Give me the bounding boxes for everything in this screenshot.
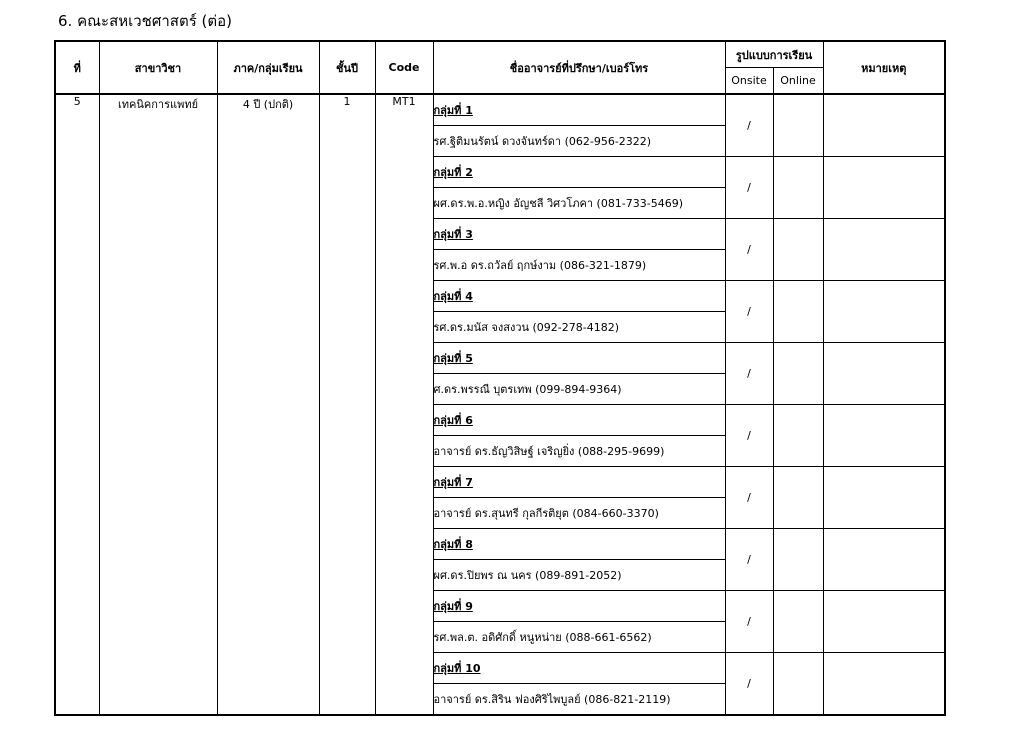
cell-code: MT1	[375, 94, 433, 715]
header-mode: รูปแบบการเรียน	[725, 41, 823, 68]
onsite-mark: /	[725, 591, 773, 653]
group-label: กลุ่มที่ 6	[433, 405, 725, 436]
page-heading: 6. คณะสหเวชศาสตร์ (ต่อ)	[58, 12, 232, 30]
onsite-mark: /	[725, 405, 773, 467]
remark-cell	[823, 529, 945, 591]
cell-program: 4 ปี (ปกติ)	[217, 94, 319, 715]
remark-cell	[823, 219, 945, 281]
onsite-mark: /	[725, 529, 773, 591]
advisor-name: รศ.พ.อ ดร.ถวัลย์ ฤกษ์งาม (086-321-1879)	[433, 250, 725, 281]
table-body	[55, 94, 945, 715]
online-mark	[773, 405, 823, 467]
header-remark: หมายเหตุ	[823, 41, 945, 94]
group-label: กลุ่มที่ 10	[433, 653, 725, 684]
advisor-name: รศ.ดร.มนัส จงสงวน (092-278-4182)	[433, 312, 725, 343]
group-label: กลุ่มที่ 3	[433, 219, 725, 250]
advisor-name: อาจารย์ ดร.สุนทรี กุลกีรติยุต (084-660-3370)	[433, 498, 725, 529]
advisor-name: ผศ.ดร.พ.อ.หญิง อัญชลี วิศวโภคา (081-733-5469)	[433, 188, 725, 219]
remark-cell	[823, 405, 945, 467]
onsite-mark: /	[725, 343, 773, 405]
online-mark	[773, 343, 823, 405]
online-mark	[773, 157, 823, 219]
advisor-name: รศ.พล.ต. อดิศักดิ์ หนูหน่าย (088-661-6562)	[433, 622, 725, 653]
remark-cell	[823, 653, 945, 716]
group-label: กลุ่มที่ 7	[433, 467, 725, 498]
header-advisor: ชื่ออาจารย์ที่ปรึกษา/เบอร์โทร	[433, 41, 725, 94]
group-label: กลุ่มที่ 1	[433, 94, 725, 126]
onsite-mark: /	[725, 219, 773, 281]
cell-no: 5	[55, 94, 99, 715]
advisor-table	[54, 40, 946, 716]
remark-cell	[823, 157, 945, 219]
cell-year: 1	[319, 94, 375, 715]
remark-cell	[823, 94, 945, 157]
advisor-name: ผศ.ดร.ปิยพร ณ นคร (089-891-2052)	[433, 560, 725, 591]
advisor-name: อาจารย์ ดร.สิริน ฟองศิริไพบูลย์ (086-821-2119)	[433, 684, 725, 716]
online-mark	[773, 653, 823, 716]
advisor-name: อาจารย์ ดร.ธัญวิสิษฐ์ เจริญยิ่ง (088-295-9699)	[433, 436, 725, 467]
remark-cell	[823, 343, 945, 405]
header-code: Code	[375, 41, 433, 94]
online-mark	[773, 467, 823, 529]
onsite-mark: /	[725, 94, 773, 157]
group-label: กลุ่มที่ 9	[433, 591, 725, 622]
online-mark	[773, 281, 823, 343]
header-online: Online	[773, 68, 823, 95]
onsite-mark: /	[725, 281, 773, 343]
cell-major: เทคนิคการแพทย์	[99, 94, 217, 715]
remark-cell	[823, 281, 945, 343]
remark-cell	[823, 591, 945, 653]
group-label: กลุ่มที่ 4	[433, 281, 725, 312]
group-label: กลุ่มที่ 5	[433, 343, 725, 374]
online-mark	[773, 529, 823, 591]
online-mark	[773, 219, 823, 281]
online-mark	[773, 94, 823, 157]
advisor-name: รศ.ฐิติมนรัตน์ ดวงจันทร์ดา (062-956-2322)	[433, 126, 725, 157]
header-no: ที่	[55, 41, 99, 94]
advisor-name: ศ.ดร.พรรณี บุตรเทพ (099-894-9364)	[433, 374, 725, 405]
onsite-mark: /	[725, 157, 773, 219]
group-label: กลุ่มที่ 8	[433, 529, 725, 560]
table-header	[55, 41, 945, 94]
onsite-mark: /	[725, 467, 773, 529]
table-row	[55, 94, 945, 126]
remark-cell	[823, 467, 945, 529]
header-program: ภาค/กลุ่มเรียน	[217, 41, 319, 94]
onsite-mark: /	[725, 653, 773, 716]
online-mark	[773, 591, 823, 653]
group-label: กลุ่มที่ 2	[433, 157, 725, 188]
header-major: สาขาวิชา	[99, 41, 217, 94]
header-onsite: Onsite	[725, 68, 773, 95]
header-year: ชั้นปี	[319, 41, 375, 94]
